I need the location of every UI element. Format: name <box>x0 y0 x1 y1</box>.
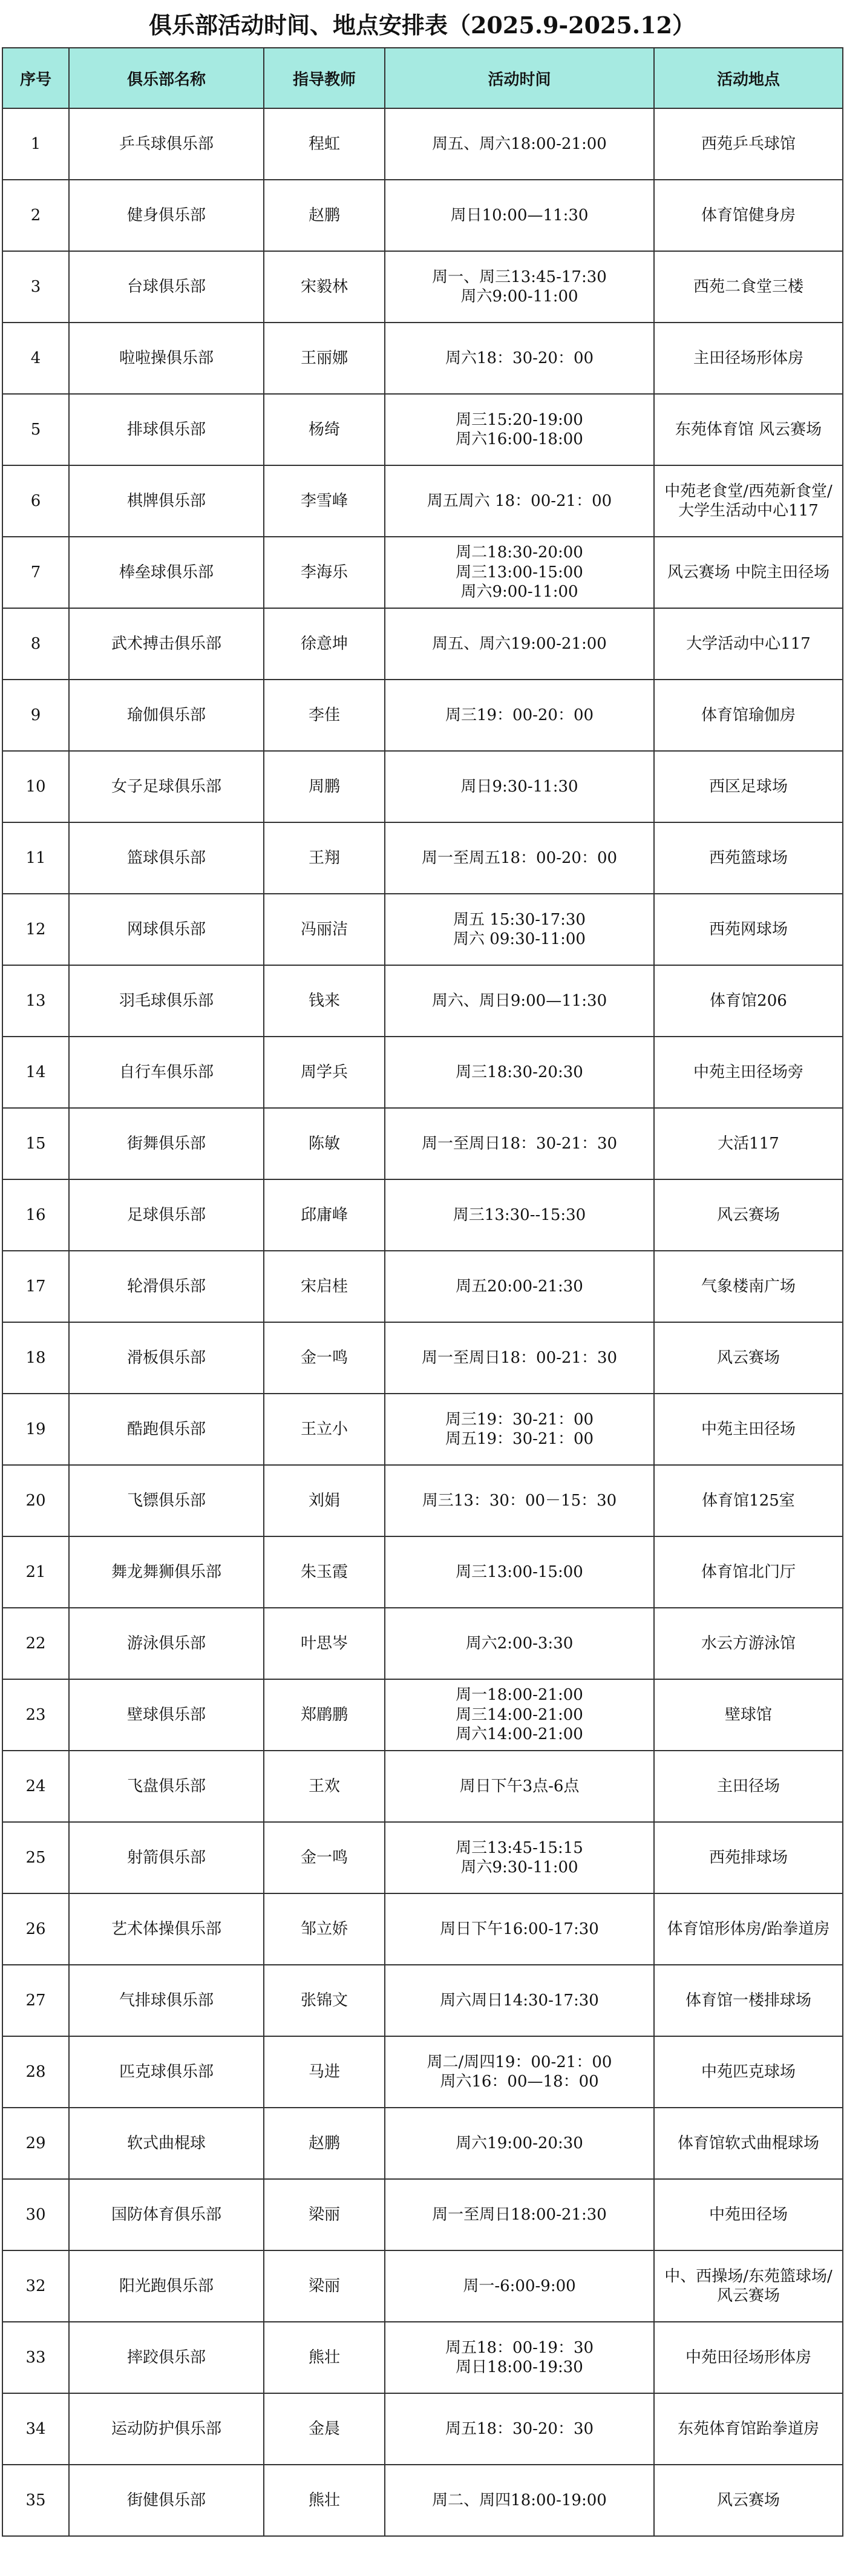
cell-place: 主田径场形体房 <box>654 323 843 394</box>
header-time: 活动时间 <box>385 48 654 108</box>
cell-teacher: 杨绮 <box>264 394 385 465</box>
cell-teacher: 邹立娇 <box>264 1893 385 1965</box>
cell-time: 周三18:30-20:30 <box>385 1037 654 1108</box>
cell-no: 26 <box>2 1893 69 1965</box>
cell-place: 东苑体育馆跆拳道房 <box>654 2393 843 2465</box>
cell-club: 壁球俱乐部 <box>69 1679 264 1751</box>
cell-place: 体育馆健身房 <box>654 180 843 251</box>
cell-time: 周日10:00—11:30 <box>385 180 654 251</box>
cell-place: 西区足球场 <box>654 751 843 822</box>
cell-place: 体育馆125室 <box>654 1465 843 1536</box>
cell-time: 周五、周六18:00-21:00 <box>385 108 654 180</box>
cell-place: 中苑主田径场 <box>654 1394 843 1465</box>
cell-no: 18 <box>2 1322 69 1394</box>
table-row <box>2 822 843 894</box>
table-row <box>2 1394 843 1465</box>
cell-time: 周三13：30：00－15：30 <box>385 1465 654 1536</box>
cell-club: 健身俱乐部 <box>69 180 264 251</box>
cell-no: 34 <box>2 2393 69 2465</box>
table-row <box>2 537 843 608</box>
cell-teacher: 冯丽洁 <box>264 894 385 965</box>
cell-time: 周一至周日18：00-21：30 <box>385 1322 654 1394</box>
cell-club: 乒乓球俱乐部 <box>69 108 264 180</box>
cell-place: 风云赛场 <box>654 1179 843 1251</box>
cell-no: 35 <box>2 2465 69 2536</box>
table-row <box>2 965 843 1037</box>
cell-time: 周五18：30-20：30 <box>385 2393 654 2465</box>
cell-no: 23 <box>2 1679 69 1751</box>
cell-no: 33 <box>2 2322 69 2393</box>
table-row <box>2 1751 843 1822</box>
cell-time: 周六2:00-3:30 <box>385 1608 654 1679</box>
cell-no: 28 <box>2 2036 69 2108</box>
table-row <box>2 2179 843 2250</box>
table-row <box>2 465 843 537</box>
cell-time: 周日下午16:00-17:30 <box>385 1893 654 1965</box>
cell-teacher: 宋启桂 <box>264 1251 385 1322</box>
cell-club: 武术搏击俱乐部 <box>69 608 264 680</box>
table-row <box>2 1179 843 1251</box>
cell-club: 气排球俱乐部 <box>69 1965 264 2036</box>
table-row <box>2 108 843 180</box>
cell-club: 棒垒球俱乐部 <box>69 537 264 608</box>
cell-place: 中苑田径场 <box>654 2179 843 2250</box>
cell-no: 32 <box>2 2250 69 2322</box>
cell-place: 中苑老食堂/西苑新食堂/大学生活动中心117 <box>654 465 843 537</box>
cell-teacher: 金晨 <box>264 2393 385 2465</box>
cell-no: 6 <box>2 465 69 537</box>
cell-club: 羽毛球俱乐部 <box>69 965 264 1037</box>
cell-no: 14 <box>2 1037 69 1108</box>
cell-place: 西苑网球场 <box>654 894 843 965</box>
cell-club: 软式曲棍球 <box>69 2108 264 2179</box>
cell-club: 酷跑俱乐部 <box>69 1394 264 1465</box>
cell-club: 运动防护俱乐部 <box>69 2393 264 2465</box>
cell-place: 风云赛场 <box>654 2465 843 2536</box>
cell-teacher: 李雪峰 <box>264 465 385 537</box>
cell-time: 周六、周日9:00—11:30 <box>385 965 654 1037</box>
cell-place: 气象楼南广场 <box>654 1251 843 1322</box>
cell-no: 29 <box>2 2108 69 2179</box>
table-row <box>2 180 843 251</box>
cell-place: 体育馆瑜伽房 <box>654 680 843 751</box>
cell-place: 中苑田径场形体房 <box>654 2322 843 2393</box>
cell-time: 周三19：30-21：00 周五19：30-21：00 <box>385 1394 654 1465</box>
cell-teacher: 钱来 <box>264 965 385 1037</box>
table-row <box>2 608 843 680</box>
table-row <box>2 1608 843 1679</box>
cell-place: 壁球馆 <box>654 1679 843 1751</box>
cell-teacher: 李海乐 <box>264 537 385 608</box>
cell-club: 台球俱乐部 <box>69 251 264 323</box>
cell-place: 西苑排球场 <box>654 1822 843 1893</box>
table-row <box>2 394 843 465</box>
table-row <box>2 2465 843 2536</box>
cell-time: 周一至周日18：30-21：30 <box>385 1108 654 1179</box>
cell-club: 舞龙舞狮俱乐部 <box>69 1536 264 1608</box>
table-row <box>2 1679 843 1751</box>
cell-no: 7 <box>2 537 69 608</box>
cell-club: 滑板俱乐部 <box>69 1322 264 1394</box>
table-row <box>2 1536 843 1608</box>
cell-club: 女子足球俱乐部 <box>69 751 264 822</box>
cell-club: 篮球俱乐部 <box>69 822 264 894</box>
cell-club: 艺术体操俱乐部 <box>69 1893 264 1965</box>
cell-no: 21 <box>2 1536 69 1608</box>
table-row <box>2 2322 843 2393</box>
cell-place: 体育馆一楼排球场 <box>654 1965 843 2036</box>
cell-no: 4 <box>2 323 69 394</box>
table-row <box>2 1965 843 2036</box>
cell-time: 周一至周五18：00-20：00 <box>385 822 654 894</box>
cell-club: 游泳俱乐部 <box>69 1608 264 1679</box>
cell-no: 25 <box>2 1822 69 1893</box>
cell-teacher: 刘娟 <box>264 1465 385 1536</box>
cell-time: 周一、周三13:45-17:30 周六9:00-11:00 <box>385 251 654 323</box>
cell-time: 周三15:20-19:00 周六16:00-18:00 <box>385 394 654 465</box>
cell-teacher: 熊壮 <box>264 2322 385 2393</box>
cell-teacher: 徐意坤 <box>264 608 385 680</box>
cell-no: 30 <box>2 2179 69 2250</box>
cell-no: 22 <box>2 1608 69 1679</box>
cell-time: 周六周日14:30-17:30 <box>385 1965 654 2036</box>
cell-place: 体育馆软式曲棍球场 <box>654 2108 843 2179</box>
cell-teacher: 金一鸣 <box>264 1822 385 1893</box>
cell-no: 17 <box>2 1251 69 1322</box>
cell-no: 19 <box>2 1394 69 1465</box>
cell-time: 周五20:00-21:30 <box>385 1251 654 1322</box>
cell-time: 周日9:30-11:30 <box>385 751 654 822</box>
cell-club: 自行车俱乐部 <box>69 1037 264 1108</box>
cell-place: 西苑篮球场 <box>654 822 843 894</box>
cell-no: 12 <box>2 894 69 965</box>
table-row <box>2 1822 843 1893</box>
cell-teacher: 周学兵 <box>264 1037 385 1108</box>
header-no: 序号 <box>2 48 69 108</box>
cell-teacher: 张锦文 <box>264 1965 385 2036</box>
table-row <box>2 2250 843 2322</box>
cell-club: 排球俱乐部 <box>69 394 264 465</box>
cell-time: 周二、周四18:00-19:00 <box>385 2465 654 2536</box>
table-row <box>2 1108 843 1179</box>
cell-no: 8 <box>2 608 69 680</box>
cell-no: 11 <box>2 822 69 894</box>
table-row <box>2 1893 843 1965</box>
cell-place: 体育馆形体房/跆拳道房 <box>654 1893 843 1965</box>
cell-teacher: 金一鸣 <box>264 1322 385 1394</box>
table-row <box>2 2393 843 2465</box>
cell-club: 匹克球俱乐部 <box>69 2036 264 2108</box>
cell-time: 周五、周六19:00-21:00 <box>385 608 654 680</box>
cell-no: 15 <box>2 1108 69 1179</box>
cell-place: 体育馆206 <box>654 965 843 1037</box>
cell-place: 西苑乒乓球馆 <box>654 108 843 180</box>
cell-place: 主田径场 <box>654 1751 843 1822</box>
cell-time: 周一-6:00-9:00 <box>385 2250 654 2322</box>
cell-no: 24 <box>2 1751 69 1822</box>
table-row <box>2 2108 843 2179</box>
cell-place: 风云赛场 <box>654 1322 843 1394</box>
header-place: 活动地点 <box>654 48 843 108</box>
cell-club: 飞镖俱乐部 <box>69 1465 264 1536</box>
cell-no: 27 <box>2 1965 69 2036</box>
header-club: 俱乐部名称 <box>69 48 264 108</box>
cell-time: 周六18：30-20：00 <box>385 323 654 394</box>
table-row <box>2 323 843 394</box>
cell-time: 周二18:30-20:00 周三13:00-15:00 周六9:00-11:00 <box>385 537 654 608</box>
cell-teacher: 陈敏 <box>264 1108 385 1179</box>
cell-time: 周三13:00-15:00 <box>385 1536 654 1608</box>
table-row <box>2 1037 843 1108</box>
cell-teacher: 王欢 <box>264 1751 385 1822</box>
cell-no: 16 <box>2 1179 69 1251</box>
cell-place: 水云方游泳馆 <box>654 1608 843 1679</box>
cell-teacher: 马进 <box>264 2036 385 2108</box>
cell-club: 啦啦操俱乐部 <box>69 323 264 394</box>
cell-club: 瑜伽俱乐部 <box>69 680 264 751</box>
cell-teacher: 王丽娜 <box>264 323 385 394</box>
cell-club: 街健俱乐部 <box>69 2465 264 2536</box>
cell-no: 10 <box>2 751 69 822</box>
schedule-table <box>2 47 843 2537</box>
cell-teacher: 王翔 <box>264 822 385 894</box>
cell-time: 周五 15:30-17:30 周六 09:30-11:00 <box>385 894 654 965</box>
cell-teacher: 周鹏 <box>264 751 385 822</box>
cell-club: 阳光跑俱乐部 <box>69 2250 264 2322</box>
cell-teacher: 叶思岑 <box>264 1608 385 1679</box>
cell-place: 大活117 <box>654 1108 843 1179</box>
table-row <box>2 894 843 965</box>
cell-club: 摔跤俱乐部 <box>69 2322 264 2393</box>
cell-place: 东苑体育馆 风云赛场 <box>654 394 843 465</box>
header-row <box>2 48 843 108</box>
table-row <box>2 1322 843 1394</box>
cell-teacher: 赵鹏 <box>264 2108 385 2179</box>
cell-club: 街舞俱乐部 <box>69 1108 264 1179</box>
cell-club: 国防体育俱乐部 <box>69 2179 264 2250</box>
cell-place: 中苑主田径场旁 <box>654 1037 843 1108</box>
cell-place: 大学活动中心117 <box>654 608 843 680</box>
header-teacher: 指导教师 <box>264 48 385 108</box>
table-row <box>2 680 843 751</box>
cell-teacher: 李佳 <box>264 680 385 751</box>
cell-time: 周日下午3点-6点 <box>385 1751 654 1822</box>
cell-place: 体育馆北门厅 <box>654 1536 843 1608</box>
page-title: 俱乐部活动时间、地点安排表（2025.9-2025.12） <box>148 11 696 39</box>
cell-teacher: 王立小 <box>264 1394 385 1465</box>
cell-no: 13 <box>2 965 69 1037</box>
table-row <box>2 751 843 822</box>
cell-place: 中、西操场/东苑篮球场/风云赛场 <box>654 2250 843 2322</box>
cell-time: 周一至周日18:00-21:30 <box>385 2179 654 2250</box>
cell-place: 风云赛场 中院主田径场 <box>654 537 843 608</box>
cell-time: 周六19:00-20:30 <box>385 2108 654 2179</box>
cell-no: 2 <box>2 180 69 251</box>
cell-no: 1 <box>2 108 69 180</box>
cell-teacher: 熊壮 <box>264 2465 385 2536</box>
cell-time: 周五周六 18：00-21：00 <box>385 465 654 537</box>
cell-place: 西苑二食堂三楼 <box>654 251 843 323</box>
cell-club: 射箭俱乐部 <box>69 1822 264 1893</box>
cell-no: 9 <box>2 680 69 751</box>
table-row <box>2 251 843 323</box>
cell-club: 足球俱乐部 <box>69 1179 264 1251</box>
cell-no: 3 <box>2 251 69 323</box>
cell-teacher: 赵鹏 <box>264 180 385 251</box>
cell-teacher: 朱玉霞 <box>264 1536 385 1608</box>
cell-time: 周三13:30--15:30 <box>385 1179 654 1251</box>
cell-no: 20 <box>2 1465 69 1536</box>
cell-club: 飞盘俱乐部 <box>69 1751 264 1822</box>
cell-time: 周三13:45-15:15 周六9:30-11:00 <box>385 1822 654 1893</box>
cell-teacher: 郑鹛鹏 <box>264 1679 385 1751</box>
table-row <box>2 1251 843 1322</box>
cell-club: 轮滑俱乐部 <box>69 1251 264 1322</box>
cell-time: 周二/周四19：00-21：00 周六16：00—18：00 <box>385 2036 654 2108</box>
cell-teacher: 梁丽 <box>264 2250 385 2322</box>
cell-no: 5 <box>2 394 69 465</box>
cell-teacher: 梁丽 <box>264 2179 385 2250</box>
cell-teacher: 宋毅林 <box>264 251 385 323</box>
cell-time: 周一18:00-21:00 周三14:00-21:00 周六14:00-21:00 <box>385 1679 654 1751</box>
cell-time: 周三19：00-20：00 <box>385 680 654 751</box>
cell-time: 周五18：00-19：30 周日18:00-19:30 <box>385 2322 654 2393</box>
cell-club: 网球俱乐部 <box>69 894 264 965</box>
cell-teacher: 程虹 <box>264 108 385 180</box>
cell-teacher: 邱庸峰 <box>264 1179 385 1251</box>
table-row <box>2 1465 843 1536</box>
cell-club: 棋牌俱乐部 <box>69 465 264 537</box>
table-row <box>2 2036 843 2108</box>
cell-place: 中苑匹克球场 <box>654 2036 843 2108</box>
